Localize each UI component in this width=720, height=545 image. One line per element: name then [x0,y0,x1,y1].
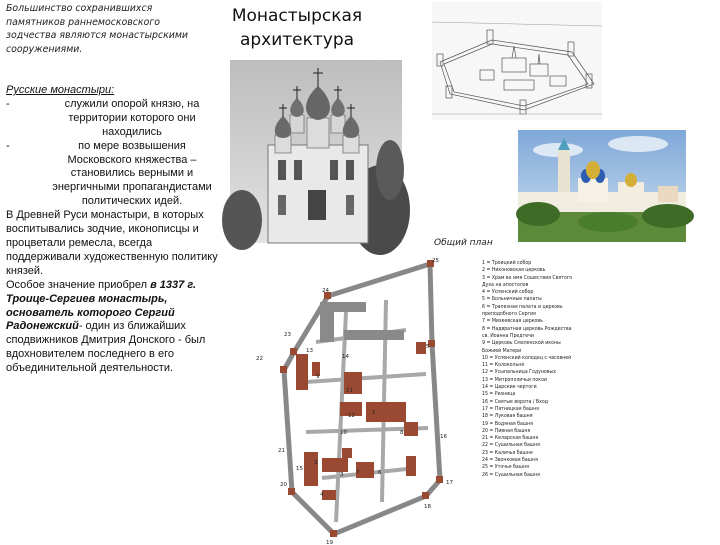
svg-text:25: 25 [432,258,439,264]
monasteries-heading: Русские монастыри: [6,84,115,96]
legend-item: 8 = Надвратная церковь Рождества [482,325,572,332]
lavra-photo [518,130,686,242]
svg-text:21: 21 [278,448,285,454]
title-line-2: архитектура [239,30,355,50]
svg-text:17: 17 [446,480,453,486]
svg-text:6: 6 [378,470,382,476]
bullet-item: - служили опорой князю, на территории которого они находились [6,98,218,140]
page-title [222,4,372,52]
svg-text:1: 1 [372,410,376,416]
legend-item: 4 = Успенский собор [482,289,534,296]
monastery-drawing [432,2,602,120]
legend-item: 19 = Водяная башня [482,420,533,427]
legend-item: Духа на апостолов [482,281,529,288]
svg-text:24: 24 [322,288,329,294]
legend-item: 6 = Трапезная палата и церковь [482,303,563,310]
legend-item: 14 = Царские чертоги [482,384,537,391]
paragraph-2-end: - один из ближайших сподвижников Дмитрия Донского - был вдохновителем последнего в его объединительной деятельности. [6,320,206,375]
legend-item: преподобного Сергия [482,311,536,318]
legend-item: 18 = Луковая башня [482,413,533,420]
legend-item: 20 = Пивная башня [482,427,531,434]
legend-item: 25 = Уточья башня [482,464,529,471]
legend-item: 2 = Никоновская церковь [482,267,546,274]
paragraph-2-start: Особое значение приобрел [6,278,151,291]
svg-text:20: 20 [280,482,287,488]
svg-text:5: 5 [426,344,430,350]
legend-item: 24 = Звонковая башня [482,457,538,464]
legend-item: 3 = Храм во имя Сошествия Святого [482,274,573,281]
site-plan [256,252,482,545]
svg-text:4: 4 [320,492,324,498]
legend-item: 11 = Колокольня [482,362,525,369]
intro-text: Большинство сохранившихся памятников раннемосковского зодчества являются монастырскими сооружениями. [6,3,189,55]
legend-item: св. Иоанна Предтечи [482,332,534,339]
svg-text:19: 19 [326,540,333,545]
legend-item: 23 = Каличья башня [482,449,533,456]
legend-item: Божией Матери [482,347,522,354]
title-line-1: Монастырская [231,6,363,26]
body-text [6,84,218,376]
svg-text:8: 8 [400,430,404,436]
paragraph-2 [6,279,218,376]
svg-text:10: 10 [340,430,347,436]
legend-item: 26 = Сушильная башня [482,471,540,478]
svg-text:3: 3 [340,472,344,478]
svg-text:2: 2 [314,460,318,466]
paragraph-1: В Древней Руси монастыри, в которых воспитывались зодчие, иконописцы и процветали ремесла, всегда поддерживали художественную политику князей. [6,209,218,277]
legend-item: 7 = Михеевская церковь [482,318,543,325]
cathedral-photo [230,60,402,243]
svg-text:22: 22 [256,356,263,362]
bullet-text: служили опорой князю, на территории которого они находились [64,97,200,138]
svg-text:16: 16 [440,434,447,440]
legend-item: 12 = Усыпальница Годуновых [482,369,556,376]
legend-item: 10 = Успенский колодец с часовней [482,354,572,361]
svg-text:14: 14 [342,354,349,360]
legend-item: 15 = Ризница [482,391,516,398]
svg-text:13: 13 [306,348,313,354]
svg-text:9: 9 [316,374,320,380]
svg-text:23: 23 [284,332,291,338]
legend-item: 17 = Пятницкая башня [482,405,539,412]
bullet-item: - по мере возвышения Московского княжества – становились верными и энергичными пропагандистами политических идей. [6,140,218,210]
bullet-text: по мере возвышения Московского княжества – становились верными и энергичными пропагандистами политических идей. [52,139,212,208]
plan-label: Общий план [434,238,493,248]
legend-item: 1 = Троицкий собор [482,260,532,266]
svg-text:18: 18 [424,504,431,510]
legend-item: 21 = Келарская башня [482,435,539,442]
svg-text:11: 11 [346,388,353,394]
legend-item: 5 = Больничные палаты [482,296,542,303]
svg-text:12: 12 [348,413,355,419]
legend-item: 9 = Церковь Смоленской иконы [482,340,561,347]
bullet-list [6,98,218,209]
plan-legend [482,260,632,479]
svg-text:7: 7 [356,470,360,476]
paragraph-2-emphasis: в 1337 г. Троице-Сергиев монастырь, основатель которого Сергий Радонежский [6,278,197,333]
legend-item: 22 = Сушильная башня [482,442,540,449]
legend-item: 16 = Святые ворота / Вход [482,398,548,405]
legend-item: 13 = Митрополичьи покои [482,376,547,383]
svg-text:15: 15 [296,466,303,472]
